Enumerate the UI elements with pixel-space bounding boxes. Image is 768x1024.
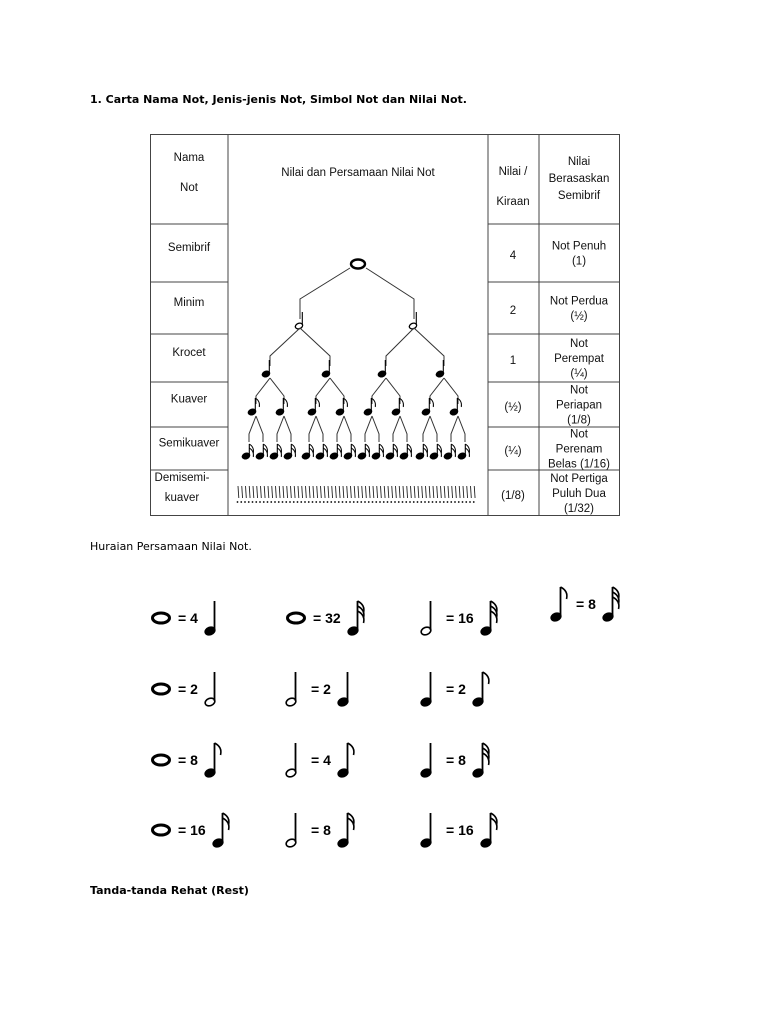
minim-icon [285,669,305,709]
row-name: Semibrif [167,242,211,254]
demisemiquaver-head [390,501,392,503]
demisemiquaver-head [360,501,362,503]
demisemiquaver-head [458,501,460,503]
demisemiquaver-mark [373,486,374,498]
demisemiquaver-mark [381,486,382,498]
demisemiquaver-head [263,501,265,503]
demisemiquaver-head [447,501,449,503]
equation-value: = 2 [178,681,198,697]
demisemiquaver-mark [339,486,340,498]
demisemiquaver-mark [362,486,363,498]
header-nilai-kiraan: Nilai / [498,166,528,178]
row-name: Minim [173,297,205,309]
demisemiquaver-mark [471,486,472,498]
demisemiquaver-head [330,501,332,503]
demisemiquaver-head [402,501,404,503]
demisemiquaver-head [375,501,377,503]
tree-branch [256,378,284,404]
demisemiquaver-head [323,501,325,503]
quaver-icon [550,584,570,624]
row-basis: Periapan [555,399,603,412]
semibreve-icon [285,611,307,625]
demisemiquaver-mark [298,486,299,498]
demisemiquaver-head [353,501,355,503]
quaver-icon [337,740,357,780]
demisemiquaver-mark [354,486,355,498]
demisemiquaver-head [297,501,299,503]
demisemiquaver-head [304,501,306,503]
demisemiquaver-mark [456,486,457,498]
demisemiquaver-head [473,501,475,503]
demisemiquaver-head [454,501,456,503]
demisemiquaver-mark [426,486,427,498]
note-value-chart [150,134,620,516]
tree-branch [309,416,323,442]
demisemiquaver-icon [347,598,367,638]
tree-branch [277,416,291,442]
demisemiquaver-icon [472,740,492,780]
note-equation [285,738,357,782]
equation-value: = 8 [446,752,466,768]
equation-value: = 8 [311,822,331,838]
demisemiquaver-head [368,501,370,503]
row-basis: Not [570,428,588,441]
row-basis: (1/32) [563,503,595,515]
header-nama-not: Not [180,182,198,194]
note-equation [285,667,357,711]
equation-value: = 16 [446,822,474,838]
equation-value: = 16 [178,822,206,838]
equation-value: = 4 [178,610,198,626]
demisemiquaver-head [289,501,291,503]
semibreve-icon [150,611,172,625]
demisemiquaver-mark [411,486,412,498]
row-name: Demisemi- [154,472,210,484]
row-name: Semikuaver [158,437,220,450]
semibreve-icon [150,753,172,767]
demisemiquaver-mark [291,486,292,498]
demisemiquaver-mark [261,486,262,498]
row-name: Kuaver [170,393,208,406]
demisemiquaver-mark [437,486,438,498]
row-basis: Not [570,338,588,350]
demisemiquaver-mark [388,486,389,498]
demisemiquaver-mark [433,486,434,498]
demisemiquaver-mark [474,486,475,498]
note-equation [550,582,622,626]
demisemiquaver-mark [283,486,284,498]
note-equation [420,738,492,782]
demisemiquaver-mark [358,486,359,498]
quaver-icon [204,740,224,780]
demisemiquaver-head [413,501,415,503]
demisemiquaver-mark [399,486,400,498]
demisemiquaver-mark [246,486,247,498]
demisemiquaver-mark [403,486,404,498]
minim-icon [285,810,305,850]
demisemiquaver-head [338,501,340,503]
tree-branch [365,416,379,442]
note-equation [420,808,500,852]
demisemiquaver-head [383,501,385,503]
crotchet-icon [420,810,440,850]
semibreve-icon [150,823,172,837]
demisemiquaver-head [443,501,445,503]
row-value: 1 [509,355,517,367]
demisemiquaver-mark [384,486,385,498]
demisemiquaver-mark [396,486,397,498]
demisemiquaver-mark [343,486,344,498]
demisemiquaver-mark [249,486,250,498]
demisemiquaver-head [237,501,239,503]
row-basis: (1) [571,255,587,268]
minim-icon [204,669,224,709]
quaver-icon [472,669,492,709]
demisemiquaver-head [465,501,467,503]
demisemiquaver-mark [392,486,393,498]
row-value: (¼) [504,445,522,458]
demisemiquaver-mark [459,486,460,498]
row-basis: (1/8) [567,414,591,427]
semiquaver-icon [337,810,357,850]
tree-branch [386,328,444,366]
demisemiquaver-mark [407,486,408,498]
demisemiquaver-mark [429,486,430,498]
demisemiquaver-mark [369,486,370,498]
row-basis: Belas (1/16) [547,458,611,471]
semibreve-icon [150,682,172,696]
header-nilai-semibrif: Nilai [567,156,591,168]
demisemiquaver-head [308,501,310,503]
demisemiquaver-head [349,501,351,503]
demisemiquaver-head [319,501,321,503]
note-equation [150,808,232,852]
note-tree-diagram [237,260,475,503]
demisemiquaver-mark [272,486,273,498]
demisemiquaver-mark [441,486,442,498]
demisemiquaver-mark [444,486,445,498]
equation-value: = 2 [311,681,331,697]
note-equation [150,667,224,711]
demisemiquaver-head [409,501,411,503]
row-value: (1/8) [501,490,525,502]
row-basis: (¼) [570,368,588,380]
demisemiquaver-mark [377,486,378,498]
demisemiquaver-head [312,501,314,503]
tree-branch [393,416,407,442]
row-name: Krocet [172,347,206,359]
demisemiquaver-mark [418,486,419,498]
demisemiquaver-mark [332,486,333,498]
demisemiquaver-mark [313,486,314,498]
equation-value: = 16 [446,610,474,626]
row-basis: Not [570,384,588,397]
demisemiquaver-head [315,501,317,503]
demisemiquaver-head [387,501,389,503]
section-heading-rests: Tanda-tanda Rehat (Rest) [90,884,249,897]
demisemiquaver-head [357,501,359,503]
header-nilai-semibrif: Berasaskan [548,173,610,185]
row-value: (½) [504,401,522,414]
demisemiquaver-mark [294,486,295,498]
demisemiquaver-head [285,501,287,503]
tree-branch [249,416,263,442]
demisemiquaver-mark [448,486,449,498]
demisemiquaver-head [278,501,280,503]
demisemiquaver-mark [309,486,310,498]
demisemiquaver-mark [306,486,307,498]
demisemiquaver-head [417,501,419,503]
tree-branch [430,378,458,404]
demisemiquaver-head [327,501,329,503]
demisemiquaver-mark [287,486,288,498]
demisemiquaver-head [462,501,464,503]
demisemiquaver-head [244,501,246,503]
demisemiquaver-mark [351,486,352,498]
note-equation [285,808,357,852]
demisemiquaver-icon [480,598,500,638]
demisemiquaver-head [282,501,284,503]
note-equation [420,596,500,640]
demisemiquaver-head [372,501,374,503]
section-heading-note-chart: 1. Carta Nama Not, Jenis-jenis Not, Simbol Not dan Nilai Not. [90,93,467,106]
tree-branch [337,416,351,442]
row-basis: Not Penuh [551,240,607,253]
demisemiquaver-mark [336,486,337,498]
demisemiquaver-mark [324,486,325,498]
demisemiquaver-mark [452,486,453,498]
demisemiquaver-mark [242,486,243,498]
tree-branch [300,268,414,319]
demisemiquaver-head [342,501,344,503]
equation-value: = 8 [576,596,596,612]
minim-icon [420,598,440,638]
demisemiquaver-head [379,501,381,503]
header-nilai-persamaan: Nilai dan Persamaan Nilai Not [281,167,435,179]
demisemiquaver-head [435,501,437,503]
equation-value: = 8 [178,752,198,768]
demisemiquaver-head [432,501,434,503]
crotchet-icon [420,740,440,780]
semiquaver-icon [212,810,232,850]
header-nama-not: Nama [173,152,205,164]
demisemiquaver-head [255,501,257,503]
row-basis: Perenam [555,443,603,456]
demisemiquaver-mark [366,486,367,498]
demisemiquaver-mark [279,486,280,498]
semiquaver-icon [480,810,500,850]
demisemiquaver-head [334,501,336,503]
row-basis: Perempat [554,353,604,365]
note-equation [285,596,367,640]
equation-value: = 2 [446,681,466,697]
demisemiquaver-head [469,501,471,503]
demisemiquaver-head [300,501,302,503]
demisemiquaver-head [405,501,407,503]
demisemiquaver-mark [302,486,303,498]
demisemiquaver-head [428,501,430,503]
note-equation [150,596,224,640]
demisemiquaver-head [345,501,347,503]
header-nilai-kiraan: Kiraan [496,196,530,208]
crotchet-icon [420,669,440,709]
crotchet-icon [337,669,357,709]
tree-branch [270,328,330,366]
tree-branch [423,416,437,442]
crotchet-icon [204,598,224,638]
semibreve-note [351,260,365,269]
demisemiquaver-head [450,501,452,503]
demisemiquaver-head [439,501,441,503]
demisemiquaver-head [274,501,276,503]
demisemiquaver-mark [321,486,322,498]
minim-icon [285,740,305,780]
demisemiquaver-mark [467,486,468,498]
demisemiquaver-head [267,501,269,503]
tree-branch [316,378,344,404]
demisemiquaver-head [240,501,242,503]
row-basis: Not Perdua [549,295,609,308]
demisemiquaver-mark [276,486,277,498]
row-basis: (½) [570,310,588,323]
demisemiquaver-head [394,501,396,503]
demisemiquaver-head [398,501,400,503]
demisemiquaver-mark [463,486,464,498]
demisemiquaver-head [252,501,254,503]
row-name: kuaver [164,492,200,504]
demisemiquaver-head [248,501,250,503]
demisemiquaver-mark [347,486,348,498]
header-nilai-semibrif: Semibrif [557,190,601,202]
tree-branch [372,378,400,404]
note-equation [150,738,224,782]
demisemiquaver-mark [268,486,269,498]
demisemiquaver-head [293,501,295,503]
row-basis: Not Pertiga [550,473,608,485]
demisemiquaver-mark [317,486,318,498]
demisemiquaver-icon [602,584,622,624]
demisemiquaver-mark [264,486,265,498]
equation-value: = 4 [311,752,331,768]
demisemiquaver-head [270,501,272,503]
demisemiquaver-mark [422,486,423,498]
note-equation [420,667,492,711]
tree-branch [451,416,465,442]
equations-subheading: Huraian Persamaan Nilai Not. [90,540,252,553]
demisemiquaver-mark [257,486,258,498]
equation-value: = 32 [313,610,341,626]
demisemiquaver-mark [414,486,415,498]
row-value: 4 [509,250,517,262]
demisemiquaver-mark [328,486,329,498]
demisemiquaver-mark [238,486,239,498]
demisemiquaver-head [259,501,261,503]
row-basis: Puluh Dua [552,488,606,500]
demisemiquaver-head [364,501,366,503]
row-value: 2 [509,305,517,317]
demisemiquaver-mark [253,486,254,498]
demisemiquaver-head [420,501,422,503]
demisemiquaver-head [424,501,426,503]
